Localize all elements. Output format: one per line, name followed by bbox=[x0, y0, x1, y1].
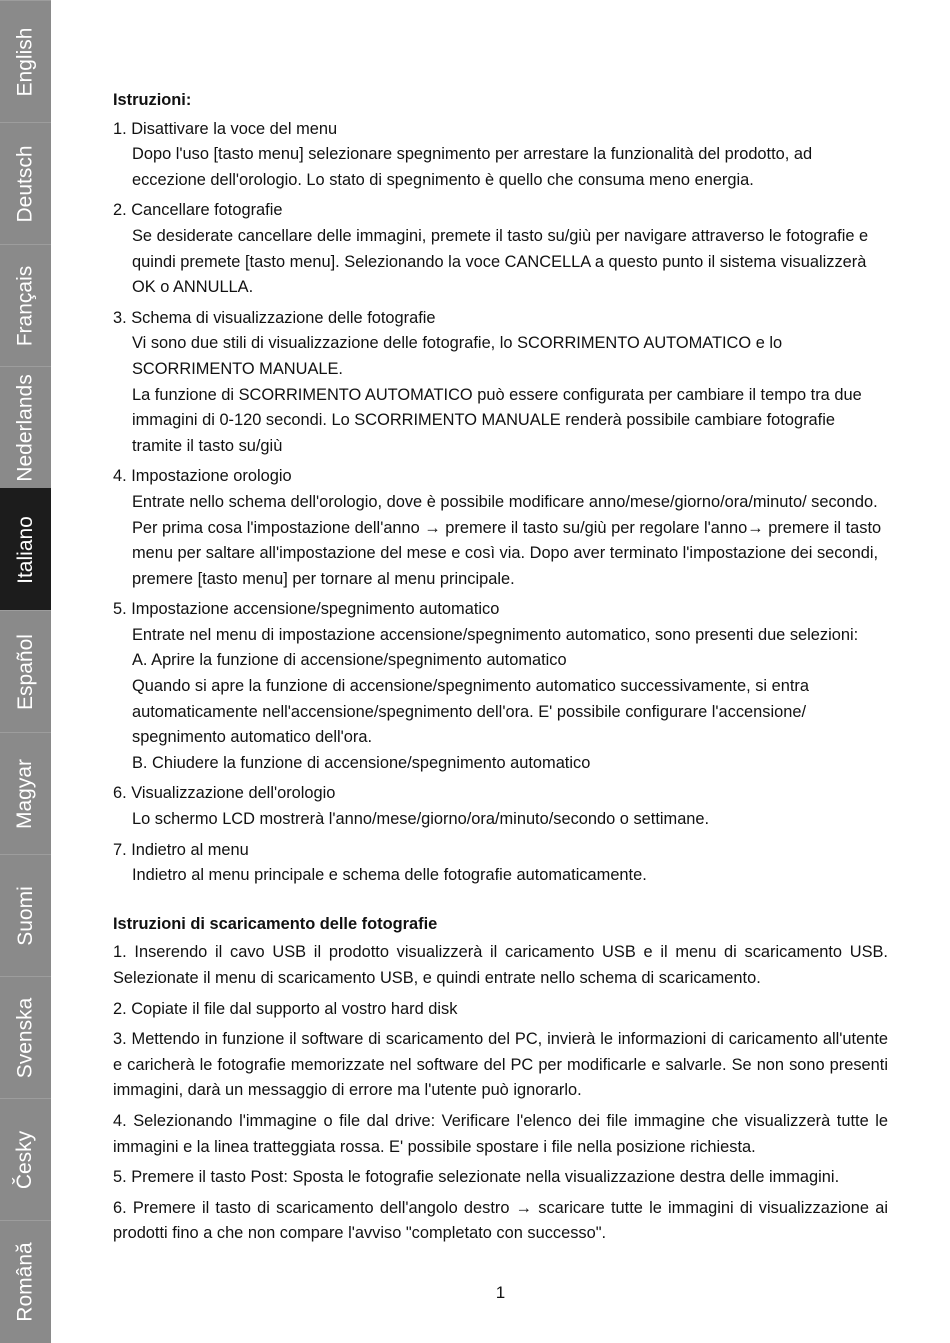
language-tab-suomi[interactable] bbox=[0, 854, 51, 976]
language-label: Svenska bbox=[13, 997, 37, 1078]
download-step: 3. Mettendo in funzione il software di scaricamento del PC, invierà le informazioni di caricamento all'utente e caricherà le fotografie memorizzate nel software del PC per modificarle e salvarle. Se non sono presenti immagini, darà un messaggio di errore ma l'utente può ignorarlo. bbox=[113, 1030, 888, 1100]
page-number: 1 bbox=[495, 1283, 506, 1302]
instruction-title: 7. Indietro al menu bbox=[113, 840, 249, 859]
language-label: Česky bbox=[13, 1130, 37, 1189]
language-tab-espanol[interactable] bbox=[0, 610, 51, 732]
language-tab-italiano[interactable] bbox=[0, 488, 51, 610]
instruction-text: A. Aprire la funzione di accensione/spegnimento automatico bbox=[132, 651, 567, 670]
instruction-item bbox=[113, 117, 888, 194]
instruction-text: Quando si apre la funzione di accensione/spegnimento automatico successivamente, si entra automaticamente nell'accensione/spegnimento dell'ora. E' possibile configurare l'accensione/ spegnimento automatico dell'ora. bbox=[132, 677, 809, 747]
language-label: Français bbox=[13, 265, 37, 346]
language-tab-romana[interactable] bbox=[0, 1220, 51, 1343]
download-step: 4. Selezionando l'immagine o file dal drive: Verificare l'elenco dei file immagine che visualizzerà tutte le immagini e la linea tratteggiata rossa. E' possibile spostare i file nella posizione richiesta. bbox=[113, 1111, 888, 1156]
download-step: 1. Inserendo il cavo USB il prodotto visualizzerà il caricamento USB e il menu di scaricamento USB. Selezionate il menu di scaricamento USB, e quindi entrate nello schema di scaricamento. bbox=[113, 943, 888, 987]
instruction-text: Entrate nel menu di impostazione accensione/spegnimento automatico, sono presenti due selezioni: bbox=[132, 625, 859, 644]
instruction-item bbox=[113, 306, 888, 460]
instruction-text: Vi sono due stili di visualizzazione delle fotografie, lo SCORRIMENTO AUTOMATICO e lo SCORRIMENTO MANUALE. bbox=[132, 334, 783, 378]
instruction-item bbox=[113, 781, 888, 832]
instructions-heading: Istruzioni: bbox=[113, 91, 192, 109]
download-step: 6. Premere il tasto di scaricamento dell'angolo destro → scaricare tutte le immagini di visualizzazione ai prodotti fino a che non compare l'avviso "completato con successo". bbox=[113, 1198, 888, 1243]
instruction-title: 2. Cancellare fotografie bbox=[113, 201, 283, 220]
instruction-title: 3. Schema di visualizzazione delle fotografie bbox=[113, 308, 436, 327]
instruction-text: Dopo l'uso [tasto menu] selezionare spegnimento per arrestare la funzionalità del prodotto, ad eccezione dell'orologio. Lo stato di spegnimento è quello che consuma meno energia. bbox=[132, 145, 813, 189]
download-step: 5. Premere il tasto Post: Sposta le fotografie selezionate nella visualizzazione destra delle immagini. bbox=[113, 1168, 840, 1187]
document-content bbox=[113, 88, 888, 1252]
instruction-item bbox=[113, 838, 888, 889]
language-tab-english[interactable] bbox=[0, 0, 51, 122]
language-tab-cesky[interactable] bbox=[0, 1098, 51, 1220]
instruction-text: La funzione di SCORRIMENTO AUTOMATICO può essere configurata per cambiare il tempo tra due immagini di 0-120 secondi. Lo SCORRIMENTO MANUALE renderà possibile cambiare fotografie tramite il tasto su/giù bbox=[132, 385, 862, 455]
language-tab-francais[interactable] bbox=[0, 244, 51, 366]
language-label: Suomi bbox=[13, 885, 37, 946]
language-label: English bbox=[13, 27, 37, 96]
instruction-text: Lo schermo LCD mostrerà l'anno/mese/giorno/ora/minuto/secondo o settimane. bbox=[132, 810, 710, 829]
instruction-text: Entrate nello schema dell'orologio, dove è possibile modificare anno/mese/giorno/ora/minuto/ secondo. Per prima cosa l'impostazione dell'anno → premere il tasto su/giù per regolare l'anno→ premere il tasto menu per saltare all'impostazione del mese e così via. Dopo aver terminato l'impostazione dei secondi, premere [tasto menu] per tornare al menu principale. bbox=[132, 492, 882, 588]
language-tab-nederlands[interactable] bbox=[0, 366, 51, 488]
instruction-text: B. Chiudere la funzione di accensione/spegnimento automatico bbox=[132, 753, 591, 772]
language-tab-magyar[interactable] bbox=[0, 732, 51, 854]
download-step: 2. Copiate il file dal supporto al vostro hard disk bbox=[113, 999, 458, 1018]
instruction-title: 1. Disattivare la voce del menu bbox=[113, 119, 338, 138]
language-label: Italiano bbox=[13, 515, 37, 584]
download-instructions-heading: Istruzioni di scaricamento delle fotografie bbox=[113, 914, 438, 933]
language-sidebar bbox=[0, 0, 51, 1343]
instruction-text: Indietro al menu principale e schema delle fotografie automaticamente. bbox=[132, 866, 647, 885]
language-label: Español bbox=[13, 633, 37, 710]
instruction-title: 4. Impostazione orologio bbox=[113, 467, 292, 486]
instruction-title: 5. Impostazione accensione/spegnimento automatico bbox=[113, 600, 500, 619]
language-label: Nederlands bbox=[13, 373, 37, 482]
language-tab-deutsch[interactable] bbox=[0, 122, 51, 244]
language-label: Română bbox=[13, 1242, 37, 1322]
instruction-text: Se desiderate cancellare delle immagini, premete il tasto su/giù per navigare attraverso le fotografie e quindi premete [tasto menu]. Selezionando la voce CANCELLA a questo punto il sistema visualizzerà OK o ANNULLA. bbox=[132, 226, 869, 297]
instruction-title: 6. Visualizzazione dell'orologio bbox=[113, 784, 336, 803]
language-tab-svenska[interactable] bbox=[0, 976, 51, 1098]
language-label: Magyar bbox=[13, 758, 37, 829]
language-label: Deutsch bbox=[13, 144, 37, 223]
instruction-item bbox=[113, 464, 888, 592]
instruction-item bbox=[113, 597, 888, 776]
instruction-item bbox=[113, 198, 888, 300]
